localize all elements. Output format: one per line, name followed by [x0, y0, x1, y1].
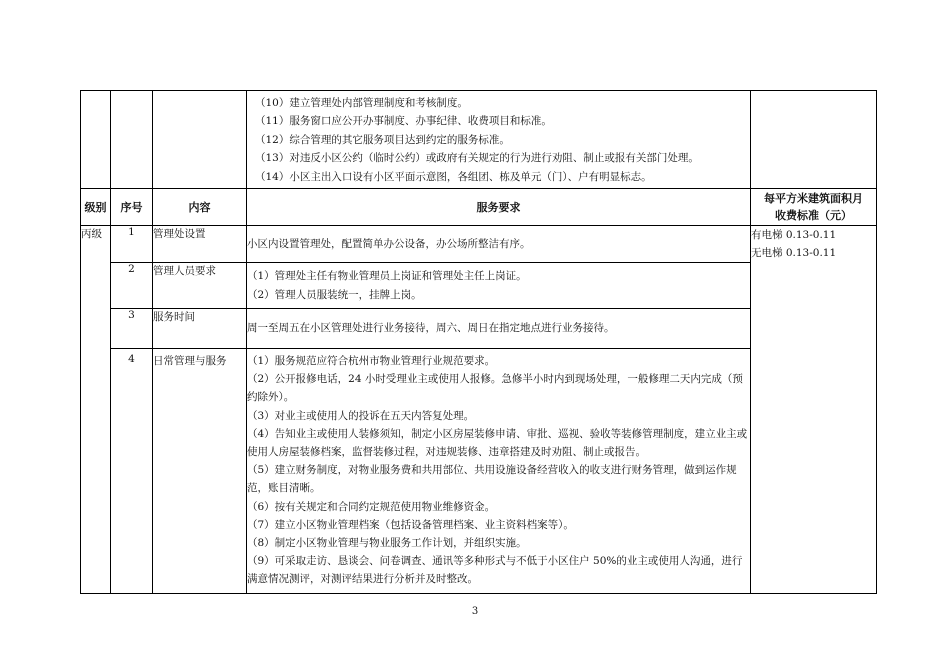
requirement-line: 小区内设置管理处，配置简单办公设备，办公场所整洁有序。 [247, 237, 531, 250]
requirements-cell [247, 226, 751, 263]
service-standard-table [80, 90, 877, 594]
level-cell: 丙级 [81, 226, 111, 594]
seq-cell: 2 [111, 263, 153, 309]
header-requirements: 服务要求 [247, 189, 751, 226]
requirement-line: （13）对违反小区公约（临时公约）或政府有关规定的行为进行劝阻、制止或报有关部门处理。 [255, 152, 699, 165]
fee-with-elevator: 有电梯 0.13-0.11 [751, 229, 837, 242]
seq-cell: 3 [111, 309, 153, 349]
requirement-line: （7）建立小区物业管理档案（包括设备管理档案、业主资料档案等）。 [247, 518, 574, 531]
continued-fee-cell [751, 91, 877, 189]
requirement-line: （2）管理人员服装统一，挂牌上岗。 [247, 288, 422, 301]
header-content: 内容 [153, 189, 247, 226]
continued-content-cell [153, 91, 247, 189]
page-number: 3 [471, 606, 479, 617]
requirement-line: （14）小区主出入口设有小区平面示意图，各组团、栋及单元（门）、户有明显标志。 [255, 170, 652, 183]
requirement-line: 周一至周五在小区管理处进行业务接待，周六、周日在指定地点进行业务接待。 [247, 322, 615, 335]
requirement-line: （1）服务规范应符合杭州市物业管理行业规范要求。 [247, 355, 496, 368]
requirement-line: （10）建立管理处内部管理制度和考核制度。 [255, 97, 468, 109]
requirement-line: （3）对业主或使用人的投诉在五天内答复处理。 [247, 409, 475, 422]
requirement-line: （9）可采取走访、恳谈会、问卷调查、通讯等多种形式与不低于小区住户 50%的业主或使用人沟通，进行满意情况测评，对测评结果进行分析并及时整改。 [247, 555, 743, 586]
content-cell: 服务时间 [153, 309, 247, 349]
requirement-line: （8）制定小区物业管理与物业服务工作计划，并组织实施。 [247, 537, 527, 550]
seq-cell: 1 [111, 226, 153, 263]
requirement-line: （4）告知业主或使用人装修须知，制定小区房屋装修申请、审批、巡视、验收等装修管理制度，建立业主或使用人房屋装修档案，监督装修过程，对违规装修、违章搭建及时劝阻、制止或报告。 [247, 427, 748, 459]
header-fee-line1: 每平方米建筑面积月 [764, 192, 863, 206]
content-cell: 管理人员要求 [153, 263, 247, 309]
seq-cell: 4 [111, 349, 153, 594]
header-row [81, 189, 877, 226]
requirement-line: （1）管理处主任有物业管理员上岗证和管理处主任上岗证。 [247, 270, 527, 283]
table-row [81, 226, 877, 263]
requirements-cell [247, 349, 751, 594]
requirement-line: （2）公开报修电话，24 小时受理业主或使用人报修。急修半小时内到现场处理，一般修理二天内完成（预约除外）。 [247, 373, 743, 404]
requirements-cell [247, 263, 751, 309]
requirement-line: （12）综合管理的其它服务项目达到约定的服务标准。 [255, 133, 510, 146]
continued-requirements-cell [247, 91, 751, 189]
content-cell: 日常管理与服务 [153, 349, 247, 594]
header-level: 级别 [81, 189, 111, 226]
requirement-line: （6）按有关规定和合同约定规范使用物业维修资金。 [247, 500, 496, 513]
requirements-cell [247, 309, 751, 349]
requirement-line: （11）服务窗口应公开办事制度、办事纪律、收费项目和标准。 [255, 115, 552, 128]
continued-seq-cell [111, 91, 153, 189]
requirement-line: （5）建立财务制度，对物业服务费和共用部位、共用设施设备经营收入的收支进行财务管理，做到运作规范，账目清晰。 [247, 464, 737, 495]
continued-row [81, 91, 877, 189]
fee-without-elevator: 无电梯 0.13-0.11 [751, 247, 837, 260]
header-seq: 序号 [111, 189, 153, 226]
continued-level-cell [81, 91, 111, 189]
header-fee [751, 189, 877, 226]
header-fee-line2: 收费标准（元） [775, 209, 852, 223]
content-cell: 管理处设置 [153, 226, 247, 263]
fee-cell [751, 226, 877, 594]
